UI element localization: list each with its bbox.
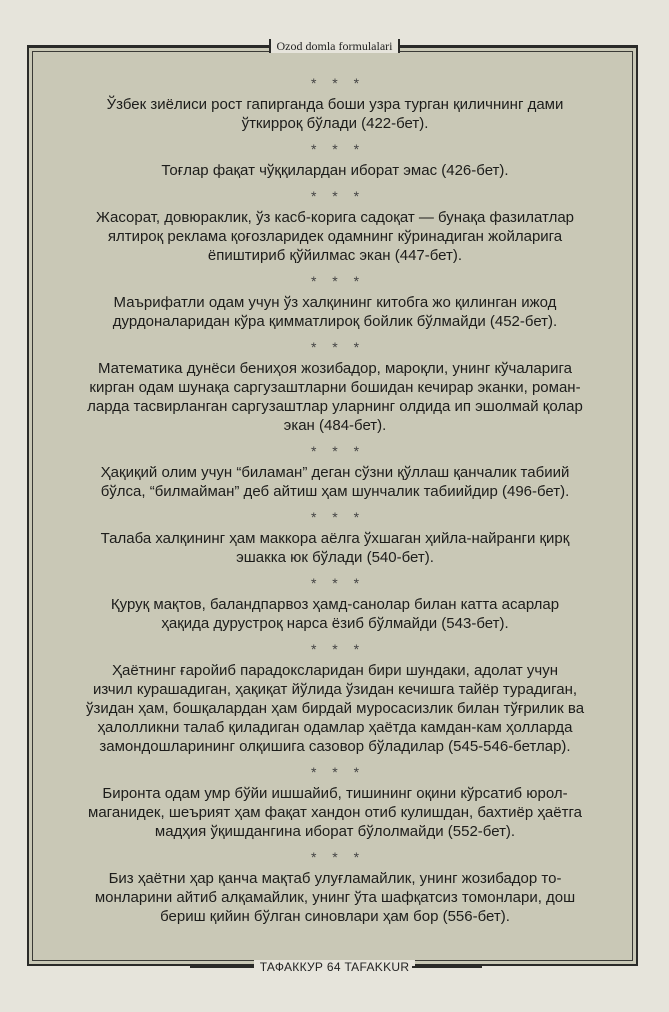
quote-line: ҳалолликни талаб қиладиган одамлар ҳаётда камдан-кам ҳолларда [97,719,573,736]
quote-text [60,529,610,567]
quote-block [60,640,610,756]
quote-line: ўзидан ҳам, бошқалардан ҳам бирдай муросасизлик билан тўғрилик ва [85,700,585,717]
quote-text [60,869,610,926]
quote-block [60,848,610,926]
asterism-separator: * * * [310,141,366,157]
quote-line: Тоғлар фақат чўққилардан иборат эмас (426-бет). [161,162,509,179]
quote-line: ларда тасвирланган саргузаштлар уларнинг олдида ип эшолмай қолар [87,398,583,415]
quote-line: бўлса, “билмайман” деб айтиш ҳам шунчалик табиийдир (496-бет). [100,483,570,500]
quote-line: Маърифатли одам учун ўз халқининг китобга жо қилинган ижод [113,294,557,311]
quote-line: бериш қийин бўлган синовлари ҳам бор (556-бет). [160,908,510,925]
quote-line: Ҳақиқий олим учун “биламан” деган сўзни қўллаш қанчалик табиий [100,464,570,481]
quote-line: ҳақида дурустроқ нарса ёзиб бўлмайди (543-бет). [161,615,509,632]
header-title: Ozod domla formulalari [269,39,401,53]
quote-line: Талаба халқининг ҳам маккора аёлга ўхшаган ҳийла-найранги қирқ [100,530,570,547]
asterism-separator: * * * [310,575,366,591]
quote-line: дурдоналаридан кўра қимматлироқ бойлик бўлмайди (452-бет). [112,313,558,330]
quote-line: ялтироқ реклама қоғозларидек одамнинг кўринадиган жойларига [107,228,563,245]
quote-line: маганидек, шеърият ҳам фақат хандон отиб кулишдан, бахтиёр ҳаётга [88,804,582,821]
quote-text [60,208,610,265]
asterism-separator: * * * [310,849,366,865]
quote-text [60,661,610,756]
asterism-separator: * * * [310,443,366,459]
quote-line: монларини айтиб алқамайлик, унинг ўта шафқатсиз томонлари, дош [94,889,576,906]
quote-text [60,161,610,180]
quote-block [60,74,610,133]
quote-block [60,338,610,435]
footer-page-label: ТАФАККУР 64 TAFAKKUR [254,960,416,974]
asterism-separator: * * * [310,509,366,525]
quote-block [60,442,610,501]
quote-line: ўткирроқ бўлади (422-бет). [241,115,429,132]
quote-line: экан (484-бет). [283,417,387,434]
quote-block [60,187,610,265]
quote-line: изчил курашадиган, ҳақиқат йўлида ўзидан кечишга тайёр турадиган, [92,681,578,698]
asterism-separator: * * * [310,641,366,657]
quote-line: Жасорат, довюраклик, ўз касб-корига садоқат — бунақа фазилатлар [95,209,575,226]
quote-line: Ўзбек зиёлиси рост гапирганда боши узра турган қиличнинг дами [106,96,564,113]
quote-line: Қуруқ мақтов, баландпарвоз ҳамд-санолар билан катта асарлар [110,596,560,613]
quote-line: мадҳия ўқишдангина иборат бўлолмайди (552-бет). [154,823,516,840]
asterism-separator: * * * [310,75,366,91]
quote-line: Биз ҳаётни ҳар қанча мақтаб улуғламайлик, унинг жозибадор то- [108,870,562,887]
quote-text [60,359,610,435]
quote-text [60,463,610,501]
quote-line: эшакка юк бўлади (540-бет). [236,549,434,566]
quote-text [60,293,610,331]
quote-text [60,95,610,133]
quote-text [60,784,610,841]
asterism-separator: * * * [310,339,366,355]
running-header [0,34,669,58]
quote-block [60,140,610,180]
quote-line: Ҳаётнинг ғаройиб парадоксларидан бири шундаки, адолат учун [111,662,559,679]
quote-block [60,763,610,841]
footer-rule-right [412,966,482,968]
quote-line: ёпиштириб қўйилмас экан (447-бет). [207,247,463,264]
quote-line: Математика дунёси бениҳоя жозибадор, мароқли, унинг кўчаларига [98,360,572,377]
quote-line: кирган одам шунақа саргузаштларни бошидан кечирар эканки, роман- [89,379,581,396]
quote-block [60,272,610,331]
asterism-separator: * * * [310,188,366,204]
footer-rule-left [190,966,260,968]
quote-block [60,574,610,633]
quotes-list [60,74,610,933]
running-footer [0,955,669,979]
quote-line: Биронта одам умр бўйи ишшайиб, тишининг оқини кўрсатиб юрол- [102,785,568,802]
asterism-separator: * * * [310,273,366,289]
quote-text [60,595,610,633]
asterism-separator: * * * [310,764,366,780]
quote-block [60,508,610,567]
quote-line: замондошларининг олқишига сазовор бўладилар (545-546-бетлар). [99,738,571,755]
